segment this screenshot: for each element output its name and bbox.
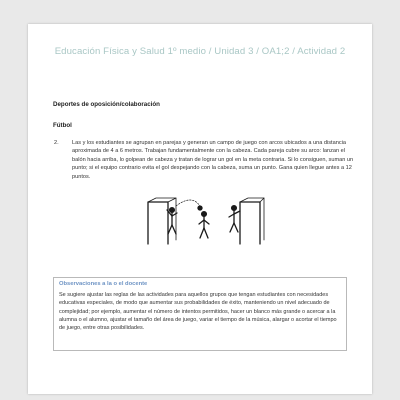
right-goal-icon: [240, 198, 264, 244]
document-page: [28, 24, 372, 394]
player-middle-icon: [199, 212, 209, 238]
observations-box: [53, 277, 347, 351]
ball-icon: [198, 206, 202, 210]
observations-text: Se sugiere ajustar las reglas de las actividades para aquellos grupos que tengan estudiantes con necesidades educativas especiales, de modo que aumentar sus probabilidades de éxito, manteniendo un nivel adecuado de complejidad; por ejemplo, aumentar el número de intentos permitidos, hacer un blanco más grande o acercar a la alumna o el alumno, ajustar el tamaño del área de juego, variar el tiempo de la música, alargar o acortar el tiempo de juego, entre otras posibilidades.: [59, 292, 337, 332]
observations-title: Observaciones a la o el docente: [59, 281, 148, 287]
subsection-title: Fútbol: [53, 122, 72, 129]
activity-item: [54, 139, 354, 181]
heading-game-illustration: [142, 194, 266, 246]
activity-text: Las y los estudiantes se agrupan en parejas y generan un campo de juego con arcos ubicados a una distancia aproximada de 4 a 6 metros. Trabajan fundamentalmente con la cabeza. Cada pareja cubre su arco: lanzan el balón hacia arriba, lo golpean de cabeza y tratan de lograr un gol en la meta contraria. Si lo consiguen, suman un punto; si el equipo contrario evita el gol despejando con la cabeza, suma un punto. Gana quien llegue antes a 12 puntos.: [72, 140, 354, 180]
section-title: Deportes de oposición/colaboración: [53, 101, 160, 108]
player-right-icon: [229, 206, 240, 232]
page-header: Educación Física y Salud 1º medio / Unidad 3 / OA1;2 / Actividad 2: [54, 46, 346, 57]
activity-number: 2.: [54, 140, 59, 146]
